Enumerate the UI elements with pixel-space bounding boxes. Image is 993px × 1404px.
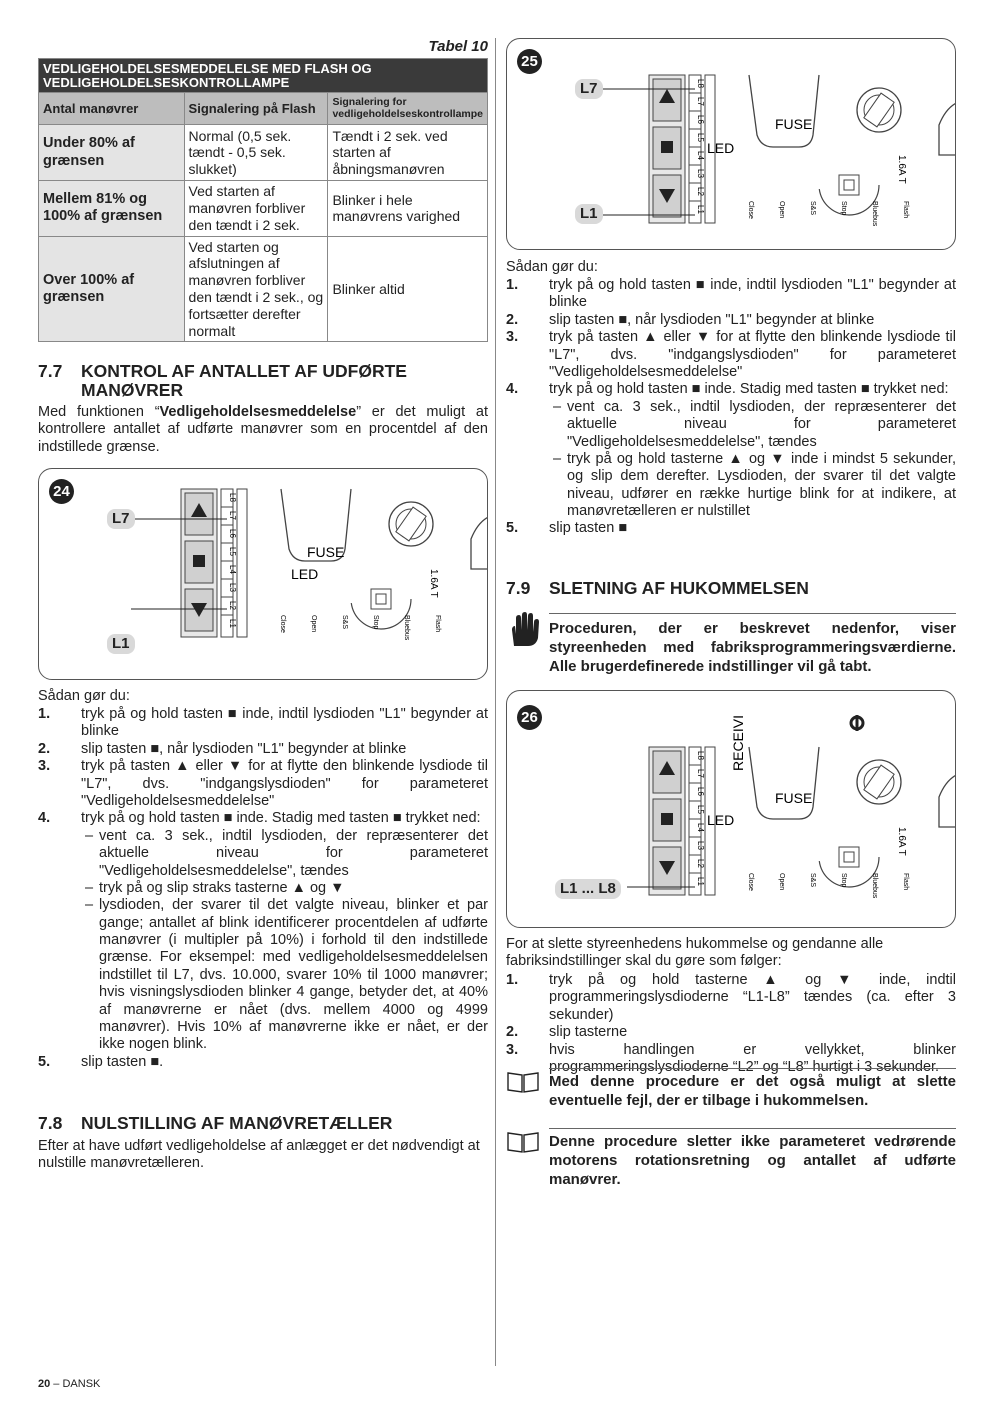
terminal-label: Flash: [902, 873, 909, 891]
figure-26: [506, 690, 956, 928]
steps-fig25: [506, 277, 956, 538]
figure-number: 24: [49, 479, 74, 504]
table-row: Over 100% af grænsen Ved starten og afslutningen af manøvren forbliver den tændt i 2 sek., og fortsætter derefter normalt Blinker altid: [39, 236, 488, 342]
fuse-rating-label: 1.6A T: [896, 827, 907, 856]
label-l7: L7: [107, 509, 135, 529]
terminal-label: Bluebus: [403, 615, 410, 641]
terminal-label: S&S: [809, 201, 816, 216]
label-l7: L7: [575, 79, 603, 99]
led-label: LED: [707, 140, 735, 156]
figure-25: [506, 38, 956, 250]
list-item: 2. slip tasten ■, når lysdioden "L1" begynder at blinke: [506, 311, 875, 328]
terminal-label: Bluebus: [871, 873, 878, 899]
section-7-9-intro: For at slette styreenhedens hukommelse og gendanne alle fabriksindstillinger skal du gøre som følger:: [506, 936, 884, 970]
led-indicator-label: L8: [228, 493, 237, 502]
list-item: 5. slip tasten ■: [506, 520, 628, 537]
led-indicator-label: L8: [696, 79, 705, 88]
led-indicator-label: L6: [696, 115, 705, 124]
header-flash: Signalering på Flash: [184, 93, 328, 125]
list-item: 3. hvis handlingen er vellykket, blinker programmeringslysdioderne “L2” og “L8” hurtigt i 3 sekunder.: [506, 1041, 956, 1075]
led-indicator-label: L4: [228, 565, 237, 574]
terminal-label: Open: [778, 873, 785, 891]
label-l1: L1: [107, 634, 135, 654]
section-7-9-heading: 7.9 SLETNING AF HUKOMMELSEN: [506, 578, 809, 598]
led-indicator-label: L7: [228, 511, 237, 520]
led-indicator-label: L3: [696, 841, 705, 850]
warning-note: Proceduren, der er beskrevet nedenfor, viser styreenheden med fabriksprogrammeringsværdierne. Alle brugerdefinerede indstillinger vil gå tabt.: [549, 613, 956, 676]
list-item: 3. tryk på tasten ▲ eller ▼ for at flytte den blinkende lysdiode til "L7", dvs. "indgangslysdioden" for parameteret "Vedligeholdelsesmeddelelse": [506, 329, 956, 380]
label-l1: L1: [575, 204, 603, 224]
terminal-label: Close: [747, 873, 754, 891]
led-indicator-label: L3: [696, 169, 705, 178]
note-1: Med denne procedure er det også muligt at slette eventuelle fejl, der er tilbage i hukommelsen.: [549, 1068, 956, 1111]
terminal-label: Close: [279, 615, 286, 633]
table-caption: Tabel 10: [428, 38, 488, 55]
led-indicator-label: L8: [696, 751, 705, 760]
led-indicator-label: L2: [228, 601, 237, 610]
list-item: – lysdioden, der svarer til det valgte niveau, blinker et par gange; antallet af blink identificerer procentdelen af udførte manøvrer (i multipler på 10%) i forhold til den indstillede grænse. For eksempel: med vedligeholdelsesmeddelelsen indstillet til L7, dvs. 10.000, svarer 10% til 1000 manøvrer; hvis visningslysdioden blinker 4 gange, betyder det, at 40% af manøvrerne er nået (dvs. mellem 4000 og 4999 manøvrer). Hvis 10% af manøvrerne ikke er nået, er der ikke nogen blink.: [81, 897, 488, 1054]
figure-24: [38, 468, 488, 680]
terminal-label: Stop: [372, 615, 379, 630]
led-indicator-label: L2: [696, 187, 705, 196]
list-item: – vent ca. 3 sek., indtil lysdioden, der repræsenterer det aktuelle niveau for parameteret "Vedligeholdelsesmeddelelse", tændes: [81, 828, 488, 880]
steps-fig26: [506, 972, 956, 1076]
list-item: 4. tryk på og hold tasten ■ inde. Stadig med tasten ■ trykket ned: – vent ca. 3 sek., indtil lysdioden, der repræsenterer det aktuelle niveau for parameteret "Vedligeholdelsesmeddelelse", tændes – tryk på og slip straks tasterne ▲ og ▼ – lysdioden, der svarer til det valgte niveau, blinker et par gange; antallet af blink identificerer procentdelen af udførte manøvrer (i multipler på 10%) i forhold til den indstillede grænse. For eksempel: med vedligeholdelsesmeddelelsen indstillet til L7, dvs. 10.000, svarer 10% til 1000 manøvrer; hvis visningslysdioden blinker 4 gange, betyder det, at 40% af manøvrerne er nået (dvs. mellem 4000 og 4999 manøvrer). Hvis 10% af manøvrerne ikke er nået, er der ikke nogen blink.: [38, 810, 488, 1053]
figure-number: 25: [517, 49, 542, 74]
list-item: – tryk på og hold tasterne ▲ og ▼ inde i mindst 5 sekunder, og slip dem derefter. Lysdioden, der svarer til det valgte niveau, udfører en række hurtige blink for at indikere, at manøvretælleren er nulstillet: [549, 451, 956, 521]
header-maneuvers: Antal manøvrer: [39, 93, 185, 125]
list-item: 3. tryk på tasten ▲ eller ▼ for at flytte den blinkende lysdiode til "L7", dvs. "indgangslysdioden" for parameteret "Vedligeholdelsesmeddelelse": [38, 758, 488, 809]
note-2: Denne procedure sletter ikke parameteret vedrørende motorens rotationsretning og antallet af udførte manøvrer.: [549, 1128, 956, 1189]
table-title: VEDLIGEHOLDELSESMEDDELELSE MED FLASH OG VEDLIGEHOLDELSESKONTROLLAMPE: [39, 59, 488, 93]
terminal-label: Flash: [902, 201, 909, 219]
led-indicator-label: L2: [696, 859, 705, 868]
led-indicator-label: L3: [228, 583, 237, 592]
section-7-7-intro: Med funktionen “Vedligeholdelsesmeddelelse” er det muligt at kontrollere antallet af udførte manøvrer som en procentdel af den indstillede grænse.: [38, 404, 488, 455]
terminal-label: Close: [747, 201, 754, 219]
terminal-label: S&S: [341, 615, 348, 630]
led-indicator-label: L6: [228, 529, 237, 538]
terminal-label: Open: [778, 201, 785, 219]
list-item: – vent ca. 3 sek., indtil lysdioden, der repræsenterer det aktuelle niveau for parameteret "Vedligeholdelsesmeddelelse", tændes: [549, 399, 956, 451]
terminal-label: S&S: [809, 873, 816, 888]
fuse-label: FUSE: [775, 116, 813, 132]
page-footer: 20 – DANSK: [38, 1378, 101, 1390]
page-number: 20: [38, 1378, 51, 1390]
led-indicator-label: L1: [696, 205, 705, 214]
list-item: 2. slip tasterne: [506, 1024, 628, 1041]
section-7-8-text: Efter at have udført vedligeholdelse af anlægget er det nødvendigt at nulstille manøvretælleren.: [38, 1138, 480, 1172]
section-7-7-heading: 7.7 KONTROL AF ANTALLET AF UDFØRTE MANØVRER: [38, 361, 407, 401]
label-l1-l8: L1 ... L8: [555, 879, 621, 899]
book-icon: [506, 1070, 540, 1094]
fuse-label: FUSE: [775, 790, 813, 806]
fuse-rating-label: 1.6A T: [428, 569, 439, 598]
led-indicator-label: L7: [696, 769, 705, 778]
led-indicator-label: L1: [696, 877, 705, 886]
figure-number: 26: [517, 705, 542, 730]
book-icon: [506, 1130, 540, 1154]
hand-warning-icon: [506, 612, 542, 648]
terminal-label: Bluebus: [871, 201, 878, 227]
fuse-rating-label: 1.6A T: [896, 155, 907, 184]
led-indicator-label: L1: [228, 619, 237, 628]
list-item: 1. tryk på og hold tasten ■ inde, indtil lysdioden "L1" begynder at blinke: [506, 277, 956, 311]
led-indicator-label: L4: [696, 151, 705, 160]
receiver-label: RECEIVI: [730, 714, 746, 771]
maintenance-table: [38, 58, 488, 342]
header-lamp: Signalering for vedligeholdelseskontrollampe: [328, 93, 488, 125]
language-label: DANSK: [62, 1378, 101, 1390]
list-item: 5. slip tasten ■.: [38, 1053, 164, 1070]
list-item: 1. tryk på og hold tasten ■ inde, indtil lysdioden "L1" begynder at blinke: [38, 706, 488, 740]
how-to-label: Sådan gør du:: [38, 688, 130, 704]
led-label: LED: [707, 812, 735, 828]
terminal-label: Stop: [840, 201, 847, 216]
table-row: Mellem 81% og 100% af grænsen Ved starten af manøvren forbliver den tændt i 2 sek. Blinker i hele manøvrens varighed: [39, 181, 488, 236]
led-label: LED: [291, 566, 319, 582]
section-7-8-heading: 7.8 NULSTILLING AF MANØVRETÆLLER: [38, 1113, 393, 1133]
terminal-label: Stop: [840, 873, 847, 888]
terminal-label: Flash: [434, 615, 441, 633]
column-divider: [495, 38, 496, 1366]
list-item: – tryk på og slip straks tasterne ▲ og ▼: [81, 880, 488, 897]
led-indicator-label: L7: [696, 97, 705, 106]
list-item: 1. tryk på og hold tasterne ▲ og ▼ inde, indtil programmeringslysdioderne “L1-L8” tændes (ca. efter 3 sekunder): [506, 972, 956, 1023]
table-row: Under 80% af grænsen Normal (0,5 sek. tændt - 0,5 sek. slukket) Tændt i 2 sek. ved starten af åbningsmanøvren: [39, 125, 488, 181]
fuse-label: FUSE: [307, 544, 345, 560]
how-to-label: Sådan gør du:: [506, 259, 598, 275]
led-indicator-label: L4: [696, 823, 705, 832]
terminal-label: Open: [310, 615, 317, 633]
list-item: 4. tryk på og hold tasten ■ inde. Stadig med tasten ■ trykket ned: – vent ca. 3 sek., indtil lysdioden, der repræsenterer det aktuelle niveau for parameteret "Vedligeholdelsesmeddelelse", tændes – tryk på og hold tasterne ▲ og ▼ inde i mindst 5 sekunder, og slip dem derefter. Lysdioden, der svarer til det valgte niveau, udfører en række hurtige blink for at indikere, at manøvretælleren er nulstillet: [506, 381, 956, 520]
list-item: 2. slip tasten ■, når lysdioden "L1" begynder at blinke: [38, 740, 407, 757]
led-indicator-label: L5: [228, 547, 237, 556]
led-indicator-label: L5: [696, 805, 705, 814]
led-indicator-label: L6: [696, 787, 705, 796]
led-indicator-label: L5: [696, 133, 705, 142]
steps-fig24: [38, 706, 488, 1071]
